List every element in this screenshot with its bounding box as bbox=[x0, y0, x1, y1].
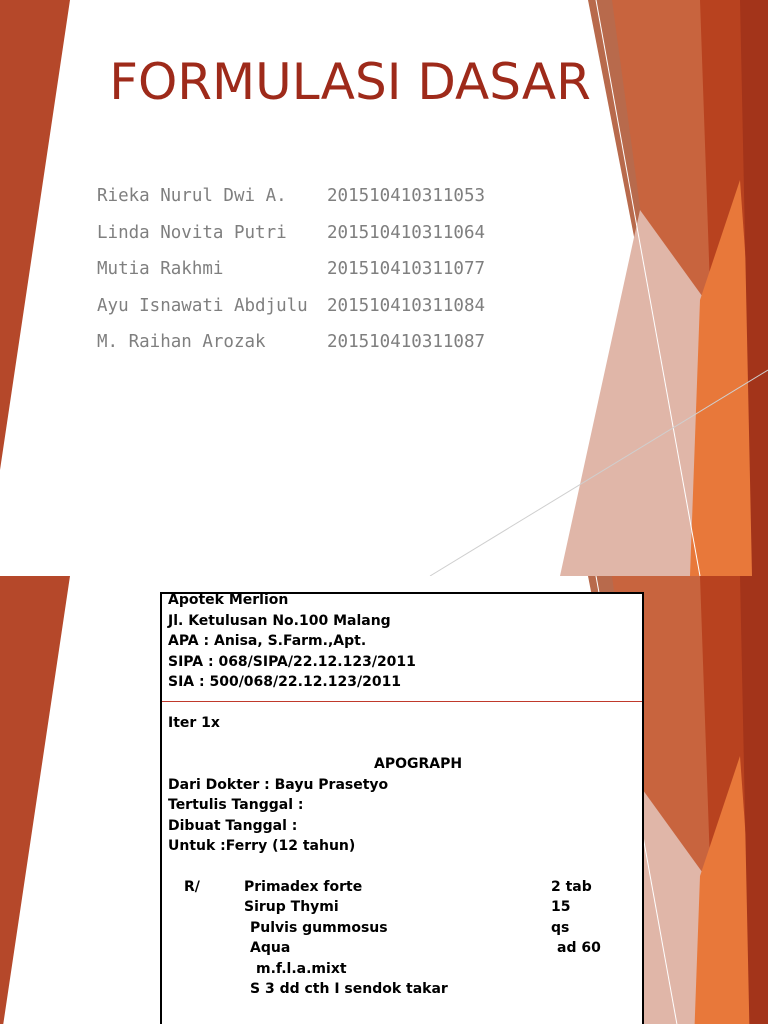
header-divider bbox=[162, 701, 642, 702]
sipa-number: SIPA : 068/SIPA/22.12.123/2011 bbox=[168, 654, 416, 670]
member-nim: 201510410311077 bbox=[327, 259, 486, 280]
doctor-name: Dari Dokter : Bayu Prasetyo bbox=[168, 777, 389, 793]
pharmacy-address: Jl. Ketulusan No.100 Malang bbox=[168, 613, 391, 629]
left-accent-shape bbox=[0, 576, 70, 1024]
member-name: M. Raihan Arozak bbox=[97, 332, 266, 353]
pharmacy-name: Apotek Merlion bbox=[168, 592, 289, 608]
member-row bbox=[97, 251, 485, 288]
member-nim: 201510410311064 bbox=[327, 222, 486, 243]
member-nim: 201510410311084 bbox=[327, 295, 486, 316]
member-name: Ayu Isnawati Abdjulu bbox=[97, 295, 308, 316]
made-date: Dibuat Tanggal : bbox=[168, 818, 298, 834]
ingredient-qty: 2 tab bbox=[551, 879, 592, 895]
ingredient-name: Primadex forte bbox=[244, 879, 363, 895]
mixing-instruction: m.f.l.a.mixt bbox=[256, 961, 347, 977]
member-list bbox=[97, 178, 485, 361]
ingredient-qty: 15 bbox=[551, 899, 571, 915]
pharmacist-apa: APA : Anisa, S.Farm.,Apt. bbox=[168, 633, 367, 649]
document-title: APOGRAPH bbox=[374, 756, 463, 772]
member-name: Mutia Rakhmi bbox=[97, 259, 224, 280]
member-row bbox=[97, 215, 485, 252]
patient-info: Untuk :Ferry (12 tahun) bbox=[168, 838, 356, 854]
member-nim: 201510410311053 bbox=[327, 186, 486, 207]
ingredient-name: Aqua bbox=[250, 940, 291, 956]
member-row bbox=[97, 288, 485, 325]
iter-note: Iter 1x bbox=[168, 715, 220, 731]
member-name: Rieka Nurul Dwi A. bbox=[97, 186, 287, 207]
ingredient-qty: qs bbox=[551, 920, 570, 936]
ingredient-name: Sirup Thymi bbox=[244, 899, 339, 915]
recipe-symbol: R/ bbox=[184, 879, 200, 895]
slide-title: FORMULASI DASAR bbox=[109, 53, 591, 111]
ingredient-name: Pulvis gummosus bbox=[250, 920, 388, 936]
apograph-document bbox=[160, 592, 644, 1024]
ingredient-qty: ad 60 bbox=[557, 940, 601, 956]
apograph-slide bbox=[0, 576, 768, 1024]
written-date: Tertulis Tanggal : bbox=[168, 797, 304, 813]
member-nim: 201510410311087 bbox=[327, 332, 486, 353]
member-name: Linda Novita Putri bbox=[97, 222, 287, 243]
sia-number: SIA : 500/068/22.12.123/2011 bbox=[168, 674, 402, 690]
member-row bbox=[97, 178, 485, 215]
signa-instruction: S 3 dd cth I sendok takar bbox=[250, 981, 448, 997]
member-row bbox=[97, 324, 485, 361]
